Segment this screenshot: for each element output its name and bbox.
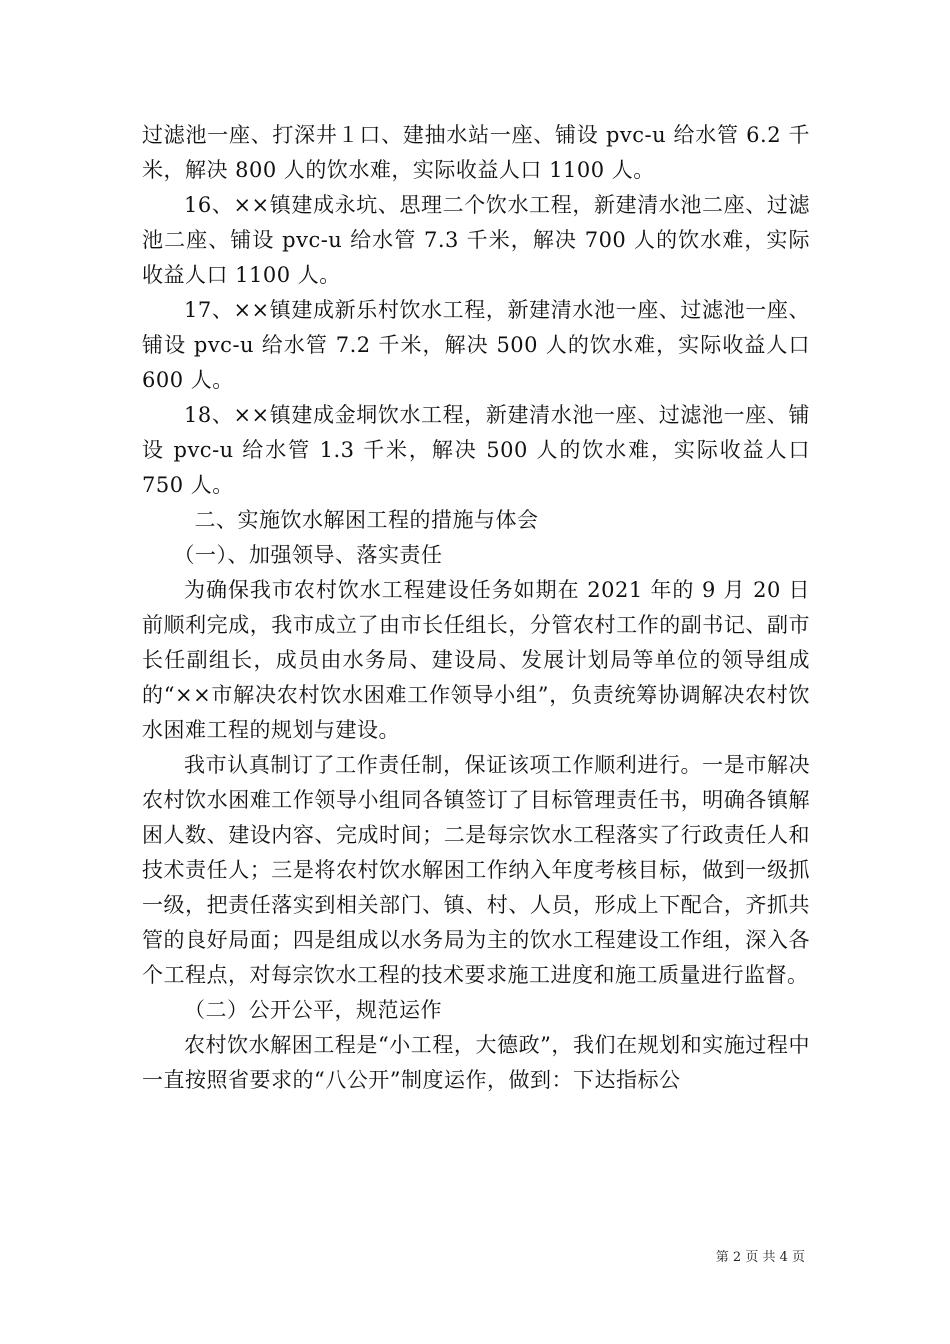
subsection-heading-1: （一）、加强领导、落实责任 <box>173 543 443 567</box>
paragraph-leadership: 为确保我市农村饮水工程建设任务如期在 2021 年的 9 月 20 日前顺利完成，我市成立了由市长任组长，分管农村工作的副书记、副市长任副组长，成员由水务局、建设局、发展计划局等单位的领导组成的“××市解决农村饮水困难工作领导小组”，负责统筹协调解决农村饮水困难工程的规划与建设。 <box>142 578 810 742</box>
paragraph-openness: 农村饮水解困工程是“小工程，大德政”，我们在规划和实施过程中一直按照省要求的“八公开”制度运作，做到：下达指标公 <box>142 1033 810 1092</box>
section-heading-2: 二、实施饮水解困工程的措施与体会 <box>194 508 539 532</box>
paragraph-item-18: 18、××镇建成金垌饮水工程，新建清水池一座、过滤池一座、铺设 pvc-u 给水管 1.3 千米，解决 500 人的饮水难，实际收益人口 750 人。 <box>142 403 810 497</box>
paragraph-continued: 过滤池一座、打深井１口、建抽水站一座、铺设 pvc-u 给水管 6.2 千米，解决 800 人的饮水难，实际收益人口 1100 人。 <box>142 123 810 182</box>
paragraph-item-16: 16、××镇建成永坑、思理二个饮水工程，新建清水池二座、过滤池二座、铺设 pvc-u 给水管 7.3 千米，解决 700 人的饮水难，实际收益人口 1100 人。 <box>142 193 810 287</box>
subsection-heading-2: （二）公开公平，规范运作 <box>184 998 442 1022</box>
document-body <box>142 118 810 1098</box>
page-number: 第 2 页 共 4 页 <box>715 1250 805 1265</box>
paragraph-item-17: 17、××镇建成新乐村饮水工程，新建清水池一座、过滤池一座、铺设 pvc-u 给水管 7.2 千米，解决 500 人的饮水难，实际收益人口 600 人。 <box>142 298 810 392</box>
paragraph-responsibility: 我市认真制订了工作责任制，保证该项工作顺利进行。一是市解决农村饮水困难工作领导小组同各镇签订了目标管理责任书，明确各镇解困人数、建设内容、完成时间；二是每宗饮水工程落实了行政责任人和技术责任人；三是将农村饮水解困工作纳入年度考核目标，做到一级抓一级，把责任落实到相关部门、镇、村、人员，形成上下配合，齐抓共管的良好局面；四是组成以水务局为主的饮水工程建设工作组，深入各个工程点，对每宗饮水工程的技术要求施工进度和施工质量进行监督。 <box>142 753 810 987</box>
